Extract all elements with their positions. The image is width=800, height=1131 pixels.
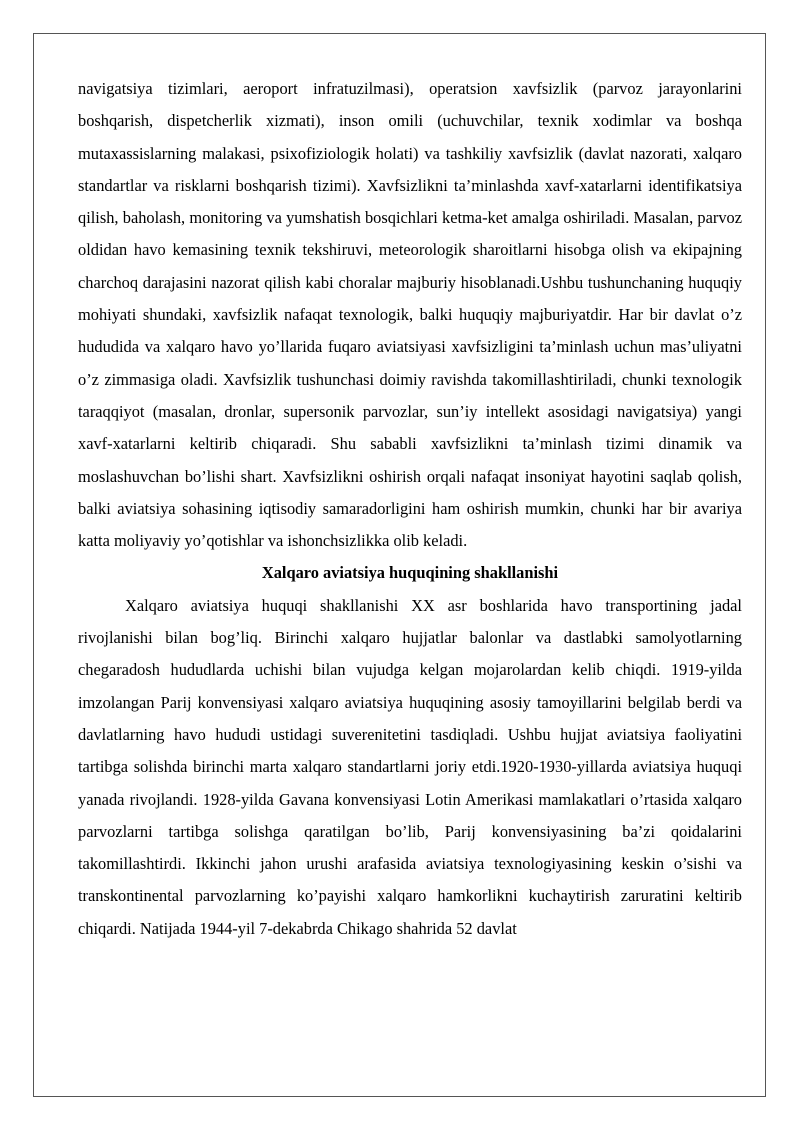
section-heading: Xalqaro aviatsiya huquqining shakllanishi — [261, 563, 559, 583]
paragraph: navigatsiya tizimlari, aeroport infratuzilmasi), operatsion xavfsizlik (parvoz jarayonlarini boshqarish, dispetcherlik xizmati), inson omili (uchuvchilar, texnik xodimlar va boshqa mutaxassislarning malakasi, psixofiziologik holati) va tashkiliy xavfsizlik (davlat nazorati, xalqaro standartlar va risklarni boshqarish tizimi). Xavfsizlikni ta’minlashda xavf-xatarlarni identifikatsiya qilish, baholash, monitoring va yumshatish bosqichlari ketma-ket amalga oshiriladi. Masalan, parvoz oldidan havo kemasining texnik tekshiruvi, meteorologik sharoitlarni hisobga olish va ekipajning charchoq darajasini nazorat qilish kabi choralar majburiy hisoblanadi.Ushbu tushunchaning huquqiy mohiyati shundaki, xavfsizlik nafaqat texnologik, balki huquqiy majburiyatdir. Har bir davlat o’z hududida va xalqaro havo yo’llarida fuqaro aviatsiyasi xavfsizligini ta’minlash uchun mas’uliyatni o’z zimmasiga oladi. Xavfsizlik tushunchasi doimiy ravishda takomillashtiriladi, chunki texnologik taraqqiyot (masalan, dronlar, supersonik parvozlar, sun’iy intellekt asosidagi navigatsiya) yangi xavf-xatarlarni keltirib chiqaradi. Shu sababli xavfsizlikni ta’minlash tizimi dinamik va moslashuvchan bo’lishi shart. Xavfsizlikni oshirish orqali nafaqat insoniyat hayotini saqlab qolish, balki aviatsiya sohasining iqtisodiy samaradorligini ham oshirish mumkin, chunki har bir avariya katta moliyaviy yo’qotishlar va ishonchsizlikka olib keladi. — [78, 79, 742, 551]
paragraph: Xalqaro aviatsiya huquqi shakllanishi XX asr boshlarida havo transportining jadal rivojlanishi bilan bog’liq. Birinchi xalqaro hujjatlar balonlar va dastlabki samolyotlarning chegaradosh hududlarda uchishi bilan vujudga kelgan mojarolardan kelib chiqdi. 1919-yilda imzolangan Parij konvensiyasi xalqaro aviatsiya huquqining asosiy tamoyillarini belgilab berdi va davlatlarning havo hududi ustidagi suverenitetini tasdiqladi. Ushbu hujjat aviatsiya faoliyatini tartibga solishda birinchi marta xalqaro standartlarni joriy etdi.1920-1930-yillarda aviatsiya huquqi yanada rivojlandi. 1928-yilda Gavana konvensiyasi Lotin Amerikasi mamlakatlari o’rtasida xalqaro parvozlarni tartibga solishga qaratilgan bo’lib, Parij konvensiyasining ba’zi qoidalarini takomillashtirdi. Ikkinchi jahon urushi arafasida aviatsiya texnologiyasining keskin o’sishi va transkontinental parvozlarning ko’payishi xalqaro hamkorlikni kuchaytirish zaruratini keltirib chiqardi. Natijada 1944-yil 7-dekabrda Chikago shahrida 52 davlat — [78, 595, 742, 938]
document-body — [78, 73, 742, 945]
